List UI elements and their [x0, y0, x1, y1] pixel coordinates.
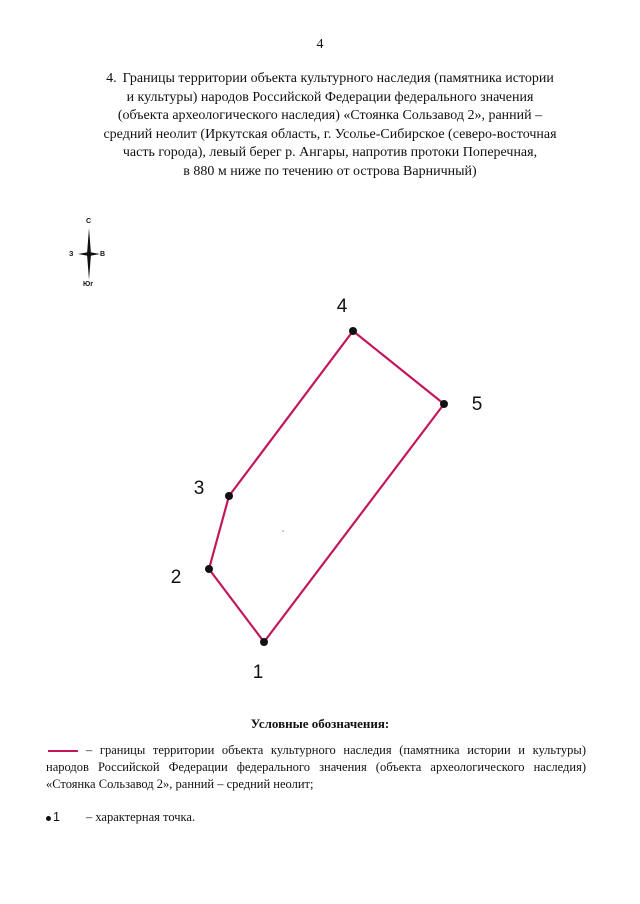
compass-north-label: С — [86, 218, 92, 225]
legend-boundary-line-1: – границы территории объекта культурного наследия (памятника истории и культуры) — [46, 742, 586, 759]
heading-line-4: средний неолит (Иркутская область, г. Усолье-Сибирское (северо-восточная — [103, 126, 557, 142]
boundary-point-5 — [440, 400, 448, 408]
boundary-point-4 — [349, 327, 357, 335]
legend-boundary-line-3: «Стоянка Сользавод 2», ранний – средний неолит; — [46, 777, 314, 791]
boundary-point-2 — [205, 565, 213, 573]
boundary-point-label-5: 5 — [471, 394, 483, 415]
heading-line-1: 4. Границы территории объекта культурного наследия (памятника истории — [106, 71, 554, 86]
legend-point-entry — [46, 810, 195, 825]
compass-east-label: В — [100, 251, 106, 258]
legend-point-description: – характерная точка. — [85, 810, 196, 824]
compass-south-label: Юг — [83, 281, 94, 288]
boundary-point-label-2: 2 — [170, 567, 182, 588]
legend-boundary-line-2: народов Российской Федерации федерального значения (объекта археологического наследия) — [46, 760, 586, 774]
boundary-polygon — [209, 331, 444, 642]
heading-line-2: и культуры) народов Российской Федерации федерального значения — [126, 89, 534, 105]
heading-line-3: (объекта археологического наследия) «Стоянка Сользавод 2», ранний – — [117, 108, 543, 123]
compass-west-label: З — [69, 251, 74, 258]
boundary-point-1 — [260, 638, 268, 646]
boundary-line-swatch — [48, 750, 78, 752]
boundary-point-label-4: 4 — [336, 296, 348, 317]
heading-item-number: 4. — [106, 71, 117, 86]
legend-point-symbol-label: 1 — [53, 810, 60, 824]
boundary-point-3 — [225, 492, 233, 500]
boundary-point-label-1: 1 — [252, 662, 264, 683]
boundary-point-label-3: 3 — [193, 478, 205, 499]
page-number: 4 — [316, 37, 324, 52]
scan-speck — [282, 530, 283, 531]
heading-line-6: в 880 м ниже по течению от острова Варничный) — [183, 163, 477, 179]
heading-line-5: часть города), левый берег р. Ангары, напротив протоки Поперечная, — [122, 145, 538, 160]
legend-boundary-entry — [46, 742, 586, 793]
point-dot-icon — [46, 816, 51, 821]
legend-title: Условные обозначения: — [250, 716, 390, 731]
